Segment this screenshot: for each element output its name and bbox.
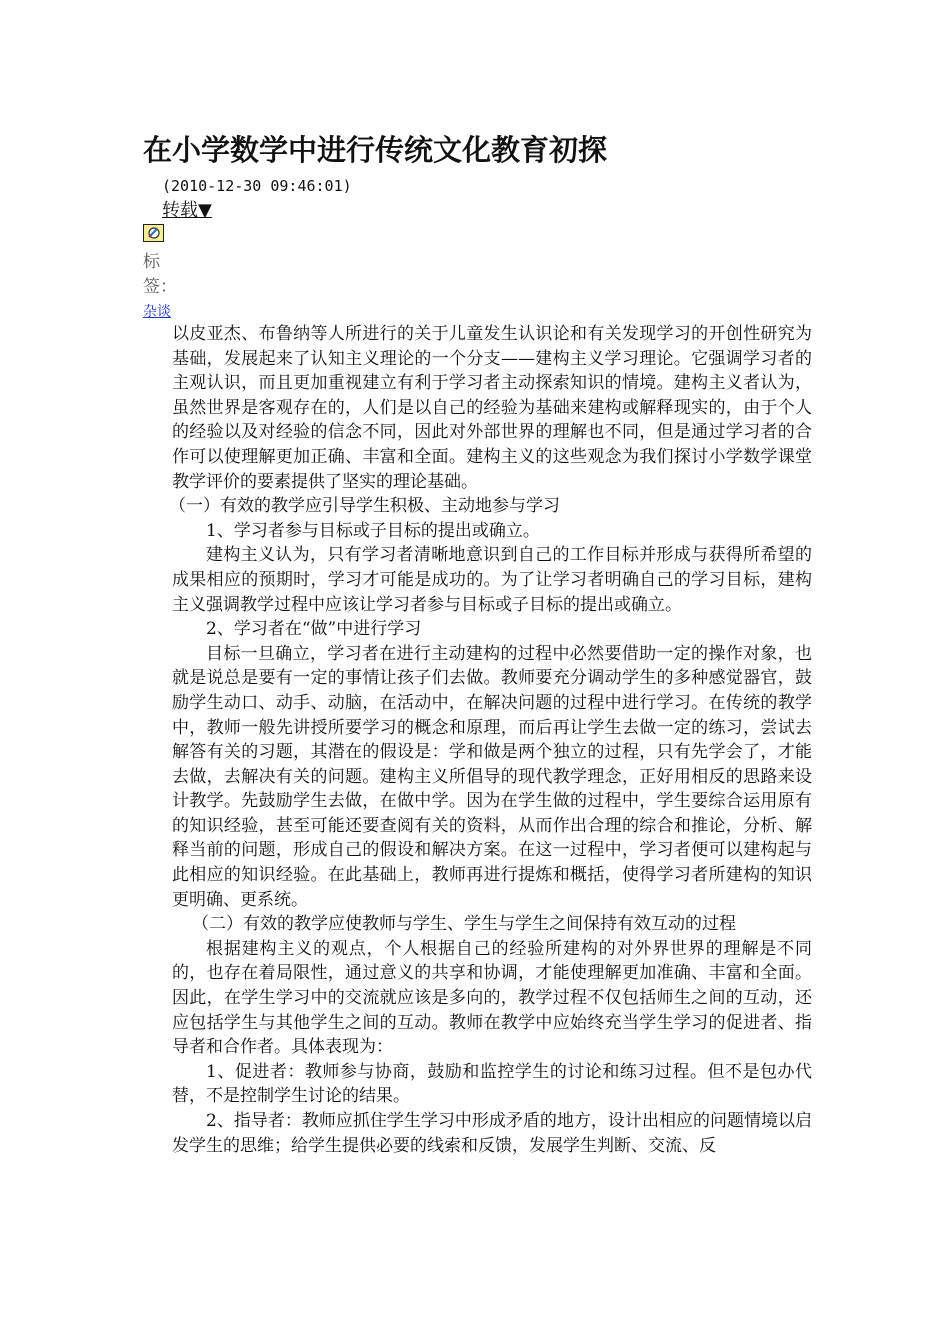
section-heading: （二）有效的教学应使教师与学生、学生与学生之间保持有效互动的过程 bbox=[192, 914, 736, 935]
edit-icon-glyph bbox=[144, 225, 163, 241]
edit-icon[interactable] bbox=[143, 224, 164, 242]
tag-link[interactable]: 杂谈 bbox=[143, 304, 171, 320]
post-datetime: (2010-12-30 09:46:01) bbox=[162, 177, 352, 195]
tags-label: 标签： bbox=[143, 252, 177, 297]
subheading: 1、学习者参与目标或子目标的提出或确立。 bbox=[206, 520, 540, 541]
repost-dropdown[interactable]: 转载▼ bbox=[162, 200, 212, 221]
article-body bbox=[169, 322, 812, 1158]
paragraph: 以皮亚杰、布鲁纳等人所进行的关于儿童发生认识论和有关发现学习的开创性研究为基础，发展起来了认知主义理论的一个分支——建构主义学习理论。它强调学习者的主观认识，而且更加重视建立有利于学习者主动探索知识的情境。建构主义者认为，虽然世界是客观存在的，人们是以自己的经验为基础来建构或解释现实的，由于个人的经验以及对经验的信念不同，因此对外部世界的理解也不同，但是通过学习者的合作可以使理解更加正确、丰富和全面。建构主义的这些观念为我们探讨小学数学课堂教学评价的要素提供了坚实的理论基础。 bbox=[172, 324, 812, 492]
paragraph: 根据建构主义的观点，个人根据自己的经验所建构的对外界世界的理解是不同的，也存在着局限性，通过意义的共享和协调，才能使理解更加准确、丰富和全面。因此，在学生学习中的交流就应该是多向的，教学过程不仅包括师生之间的互动，还应包括学生与其他学生之间的互动。教师在教学中应始终充当学生学习的促进者、指导者和合作者。具体表现为： bbox=[172, 938, 812, 1058]
paragraph: 1、促进者：教师参与协商，鼓励和监控学生的讨论和练习过程。但不是包办代替，不是控制学生讨论的结果。 bbox=[172, 1061, 812, 1107]
paragraph: 建构主义认为，只有学习者清晰地意识到自己的工作目标并形成与获得所希望的成果相应的预期时，学习才可能是成功的。为了让学习者明确自己的学习目标，建构主义强调教学过程中应该让学习者参与目标或子目标的提出或确立。 bbox=[172, 545, 812, 615]
paragraph: 目标一旦确立，学习者在进行主动建构的过程中必然要借助一定的操作对象，也就是说总是要有一定的事情让孩子们去做。教师要充分调动学生的多种感觉器官，鼓励学生动口、动手、动脑，在活动中，在解决问题的过程中进行学习。在传统的教学中，教师一般先讲授所要学习的概念和原理，而后再让学生去做一定的练习，尝试去解答有关的习题，其潜在的假设是：学和做是两个独立的过程，只有先学会了，才能去做，去解决有关的问题。建构主义所倡导的现代教学理念，正好用相反的思路来设计教学。先鼓励学生去做，在做中学。因为在学生做的过程中，学生要综合运用原有的知识经验，甚至可能还要查阅有关的资料，从而作出合理的综合和推论，分析、解释当前的问题，形成自己的假设和解决方案。在这一过程中，学习者便可以建构起与此相应的知识经验。在此基础上，教师再进行提炼和概括，使得学习者所建构的知识更明确、更系统。 bbox=[172, 643, 812, 910]
paragraph: 2、指导者：教师应抓住学生学习中形成矛盾的地方，设计出相应的问题情境以启发学生的思维；给学生提供必要的线索和反馈，发展学生判断、交流、反 bbox=[172, 1111, 812, 1156]
subheading: 2、学习者在“做”中进行学习 bbox=[206, 619, 422, 640]
article-title: 在小学数学中进行传统文化教育初探 bbox=[143, 133, 608, 167]
section-heading: （一）有效的教学应引导学生积极、主动地参与学习 bbox=[169, 496, 560, 517]
